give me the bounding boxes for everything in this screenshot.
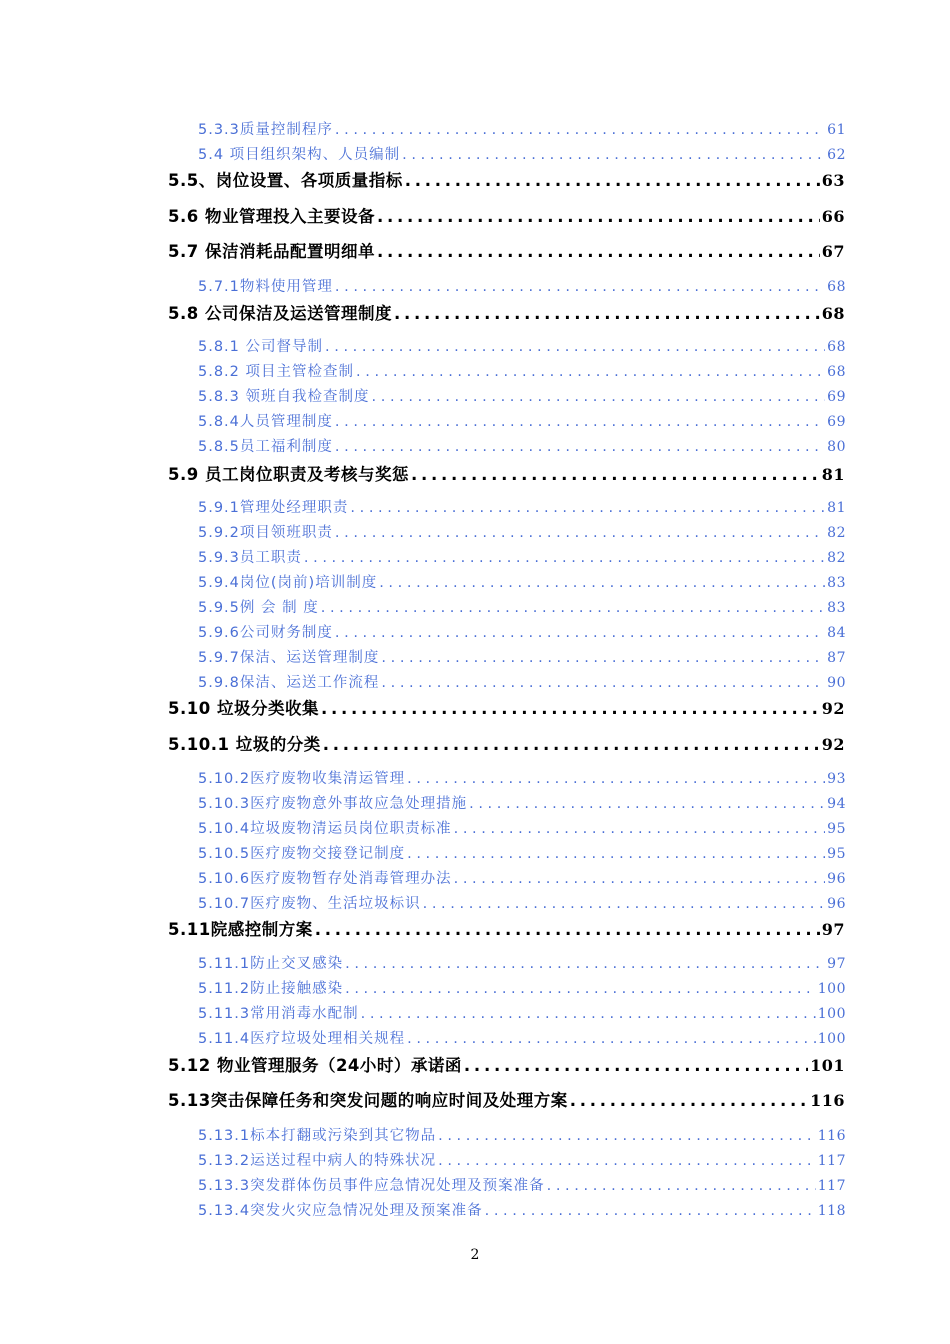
toc-entry[interactable] bbox=[168, 203, 845, 227]
toc-entry-page: 68 bbox=[821, 304, 845, 323]
toc-leader-dots bbox=[407, 1031, 816, 1047]
toc-entry[interactable] bbox=[168, 916, 845, 940]
toc-leader-dots bbox=[335, 414, 825, 430]
toc-entry-page: 82 bbox=[827, 550, 846, 566]
toc-entry[interactable] bbox=[198, 646, 846, 667]
toc-leader-dots bbox=[335, 279, 825, 295]
toc-entry[interactable] bbox=[198, 621, 846, 642]
toc-entry-page: 116 bbox=[810, 1091, 845, 1110]
toc-leader-dots bbox=[485, 1203, 816, 1219]
toc-entry[interactable] bbox=[168, 1087, 845, 1111]
toc-entry-page: 62 bbox=[827, 147, 846, 163]
toc-entry-page: 96 bbox=[827, 871, 846, 887]
toc-entry-page: 82 bbox=[827, 525, 846, 541]
toc-entry-label: 5.11.3常用消毒水配制 bbox=[198, 1006, 359, 1022]
page-number: 2 bbox=[470, 1247, 480, 1263]
toc-entry-label: 5.13.4突发火灾应急情况处理及预案准备 bbox=[198, 1203, 483, 1219]
toc-leader-dots bbox=[304, 550, 825, 566]
toc-leader-dots bbox=[377, 242, 820, 261]
toc-entry[interactable] bbox=[168, 695, 845, 719]
toc-entry-page: 90 bbox=[827, 675, 846, 691]
toc-entry-label: 5.10.2医疗废物收集清运管理 bbox=[198, 771, 406, 787]
toc-entry-page: 83 bbox=[827, 575, 846, 591]
toc-leader-dots bbox=[335, 525, 825, 541]
toc-entry[interactable] bbox=[198, 385, 846, 406]
toc-entry-page: 68 bbox=[827, 364, 846, 380]
toc-entry-page: 116 bbox=[817, 1128, 846, 1144]
toc-entry-label: 5.10.6医疗废物暂存处消毒管理办法 bbox=[198, 871, 452, 887]
toc-leader-dots bbox=[454, 871, 826, 887]
toc-entry-page: 80 bbox=[827, 439, 846, 455]
toc-leader-dots bbox=[469, 796, 825, 812]
toc-entry[interactable] bbox=[198, 496, 846, 517]
toc-entry-page: 81 bbox=[821, 465, 845, 484]
toc-entry-label: 5.9.8保洁、运送工作流程 bbox=[198, 675, 380, 691]
toc-entry-page: 100 bbox=[817, 1006, 846, 1022]
toc-leader-dots bbox=[335, 625, 825, 641]
toc-leader-dots bbox=[570, 1091, 808, 1110]
toc-entry-page: 100 bbox=[817, 981, 846, 997]
toc-entry[interactable] bbox=[198, 1002, 846, 1023]
toc-leader-dots bbox=[547, 1178, 816, 1194]
toc-entry-page: 93 bbox=[827, 771, 846, 787]
toc-entry[interactable] bbox=[198, 1027, 846, 1048]
toc-leader-dots bbox=[315, 920, 820, 939]
toc-entry-page: 117 bbox=[817, 1153, 846, 1169]
toc-leader-dots bbox=[321, 699, 820, 718]
toc-entry[interactable] bbox=[198, 842, 846, 863]
toc-entry-label: 5.10.5医疗废物交接登记制度 bbox=[198, 846, 406, 862]
toc-entry-page: 61 bbox=[827, 122, 846, 138]
toc-leader-dots bbox=[438, 1153, 816, 1169]
toc-entry-page: 69 bbox=[827, 389, 846, 405]
toc-leader-dots bbox=[361, 1006, 816, 1022]
toc-entry-label: 5.11.1防止交叉感染 bbox=[198, 956, 344, 972]
toc-entry-page: 95 bbox=[827, 846, 846, 862]
toc-entry-label: 5.5、岗位设置、各项质量指标 bbox=[168, 171, 403, 190]
toc-leader-dots bbox=[325, 339, 825, 355]
toc-leader-dots bbox=[381, 675, 825, 691]
toc-entry-label: 5.9.3员工职责 bbox=[198, 550, 302, 566]
toc-leader-dots bbox=[323, 735, 820, 754]
toc-leader-dots bbox=[345, 956, 825, 972]
toc-entry-label: 5.12 物业管理服务（24小时）承诺函 bbox=[168, 1056, 462, 1075]
toc-entry-page: 97 bbox=[821, 920, 845, 939]
toc-entry-page: 94 bbox=[827, 796, 846, 812]
toc-leader-dots bbox=[335, 122, 825, 138]
toc-entry[interactable] bbox=[198, 1174, 846, 1195]
toc-entry-label: 5.10 垃圾分类收集 bbox=[168, 699, 319, 718]
toc-entry[interactable] bbox=[168, 167, 845, 191]
toc-leader-dots bbox=[423, 896, 826, 912]
toc-leader-dots bbox=[405, 171, 820, 190]
toc-entry-page: 68 bbox=[827, 279, 846, 295]
toc-leader-dots bbox=[381, 650, 825, 666]
toc-entry-label: 5.11.2防止接触感染 bbox=[198, 981, 344, 997]
toc-entry-label: 5.9.7保洁、运送管理制度 bbox=[198, 650, 380, 666]
toc-entry[interactable] bbox=[168, 238, 845, 262]
toc-entry-page: 100 bbox=[817, 1031, 846, 1047]
toc-entry-label: 5.7.1物料使用管理 bbox=[198, 279, 333, 295]
toc-entry[interactable] bbox=[198, 952, 846, 973]
toc-entry[interactable] bbox=[198, 1149, 846, 1170]
toc-entry-page: 66 bbox=[821, 207, 845, 226]
toc-entry-label: 5.10.4垃圾废物清运员岗位职责标准 bbox=[198, 821, 452, 837]
toc-entry[interactable] bbox=[198, 867, 846, 888]
toc-entry-label: 5.8 公司保洁及运送管理制度 bbox=[168, 304, 392, 323]
toc-leader-dots bbox=[379, 575, 825, 591]
toc-entry-page: 95 bbox=[827, 821, 846, 837]
toc-entry[interactable] bbox=[198, 360, 846, 381]
toc-entry[interactable] bbox=[198, 671, 846, 692]
toc-entry[interactable] bbox=[168, 300, 845, 324]
toc-entry-label: 5.13.3突发群体伤员事件应急情况处理及预案准备 bbox=[198, 1178, 545, 1194]
toc-leader-dots bbox=[407, 771, 825, 787]
toc-entry[interactable] bbox=[198, 1124, 846, 1145]
toc-entry-page: 117 bbox=[817, 1178, 846, 1194]
toc-leader-dots bbox=[321, 600, 825, 616]
toc-entry-label: 5.13突击保障任务和突发问题的响应时间及处理方案 bbox=[168, 1091, 568, 1110]
toc-entry-label: 5.9.5例 会 制 度 bbox=[198, 600, 319, 616]
toc-leader-dots bbox=[356, 364, 825, 380]
toc-entry-page: 84 bbox=[827, 625, 846, 641]
toc-entry[interactable] bbox=[198, 1199, 846, 1220]
toc-entry-label: 5.8.3 领班自我检查制度 bbox=[198, 389, 370, 405]
toc-entry[interactable] bbox=[198, 977, 846, 998]
toc-entry[interactable] bbox=[198, 410, 846, 431]
toc-entry-label: 5.13.2运送过程中病人的特殊状况 bbox=[198, 1153, 437, 1169]
toc-entry[interactable] bbox=[198, 118, 846, 139]
toc-leader-dots bbox=[454, 821, 826, 837]
toc-entry-label: 5.8.4人员管理制度 bbox=[198, 414, 333, 430]
toc-entry-page: 92 bbox=[821, 699, 845, 718]
toc-leader-dots bbox=[394, 304, 820, 323]
toc-entry-label: 5.9.1管理处经理职责 bbox=[198, 500, 349, 516]
toc-entry[interactable] bbox=[168, 731, 845, 755]
toc-entry[interactable] bbox=[198, 596, 846, 617]
toc-entry-page: 83 bbox=[827, 600, 846, 616]
toc-entry-label: 5.9.6公司财务制度 bbox=[198, 625, 333, 641]
toc-entry-label: 5.4 项目组织架构、人员编制 bbox=[198, 147, 401, 163]
toc-entry[interactable] bbox=[198, 546, 846, 567]
toc-entry-label: 5.3.3质量控制程序 bbox=[198, 122, 333, 138]
toc-leader-dots bbox=[335, 439, 825, 455]
toc-entry-page: 69 bbox=[827, 414, 846, 430]
toc-entry-page: 87 bbox=[827, 650, 846, 666]
toc-entry-label: 5.6 物业管理投入主要设备 bbox=[168, 207, 375, 226]
toc-leader-dots bbox=[464, 1056, 808, 1075]
toc-leader-dots bbox=[438, 1128, 816, 1144]
toc-entry[interactable] bbox=[198, 792, 846, 813]
toc-entry-page: 96 bbox=[827, 896, 846, 912]
toc-entry-label: 5.9.4岗位(岗前)培训制度 bbox=[198, 575, 378, 591]
toc-entry[interactable] bbox=[198, 435, 846, 456]
toc-leader-dots bbox=[372, 389, 826, 405]
toc-entry-label: 5.9 员工岗位职责及考核与奖惩 bbox=[168, 465, 409, 484]
toc-entry[interactable] bbox=[198, 571, 846, 592]
toc-entry-page: 92 bbox=[821, 735, 845, 754]
toc-entry-page: 63 bbox=[821, 171, 845, 190]
toc-leader-dots bbox=[350, 500, 825, 516]
toc-leader-dots bbox=[407, 846, 825, 862]
toc-entry-page: 67 bbox=[821, 242, 845, 261]
toc-entry-label: 5.8.5员工福利制度 bbox=[198, 439, 333, 455]
toc-entry-label: 5.8.1 公司督导制 bbox=[198, 339, 324, 355]
toc-entry[interactable] bbox=[168, 461, 845, 485]
toc-leader-dots bbox=[377, 207, 820, 226]
toc-entry-label: 5.11.4医疗垃圾处理相关规程 bbox=[198, 1031, 406, 1047]
toc-entry-page: 118 bbox=[817, 1203, 846, 1219]
toc-entry-page: 81 bbox=[827, 500, 846, 516]
toc-entry-label: 5.10.1 垃圾的分类 bbox=[168, 735, 321, 754]
toc-leader-dots bbox=[402, 147, 825, 163]
toc-entry-label: 5.8.2 项目主管检查制 bbox=[198, 364, 355, 380]
toc-entry[interactable] bbox=[198, 767, 846, 788]
toc-entry[interactable] bbox=[168, 1052, 845, 1076]
toc-entry[interactable] bbox=[198, 275, 846, 296]
toc-entry-label: 5.7 保洁消耗品配置明细单 bbox=[168, 242, 375, 261]
toc-entry[interactable] bbox=[198, 521, 846, 542]
toc-entry-page: 68 bbox=[827, 339, 846, 355]
toc-entry[interactable] bbox=[198, 817, 846, 838]
toc-leader-dots bbox=[345, 981, 816, 997]
toc-entry[interactable] bbox=[198, 143, 846, 164]
toc-entry-page: 101 bbox=[810, 1056, 845, 1075]
toc-entry-label: 5.11院感控制方案 bbox=[168, 920, 313, 939]
toc-entry[interactable] bbox=[198, 335, 846, 356]
toc-entry-page: 97 bbox=[827, 956, 846, 972]
toc-leader-dots bbox=[411, 465, 820, 484]
toc-entry-label: 5.10.3医疗废物意外事故应急处理措施 bbox=[198, 796, 468, 812]
toc-entry[interactable] bbox=[198, 892, 846, 913]
toc-entry-label: 5.13.1标本打翻或污染到其它物品 bbox=[198, 1128, 437, 1144]
toc-entry-label: 5.10.7医疗废物、生活垃圾标识 bbox=[198, 896, 421, 912]
toc-entry-label: 5.9.2项目领班职责 bbox=[198, 525, 333, 541]
